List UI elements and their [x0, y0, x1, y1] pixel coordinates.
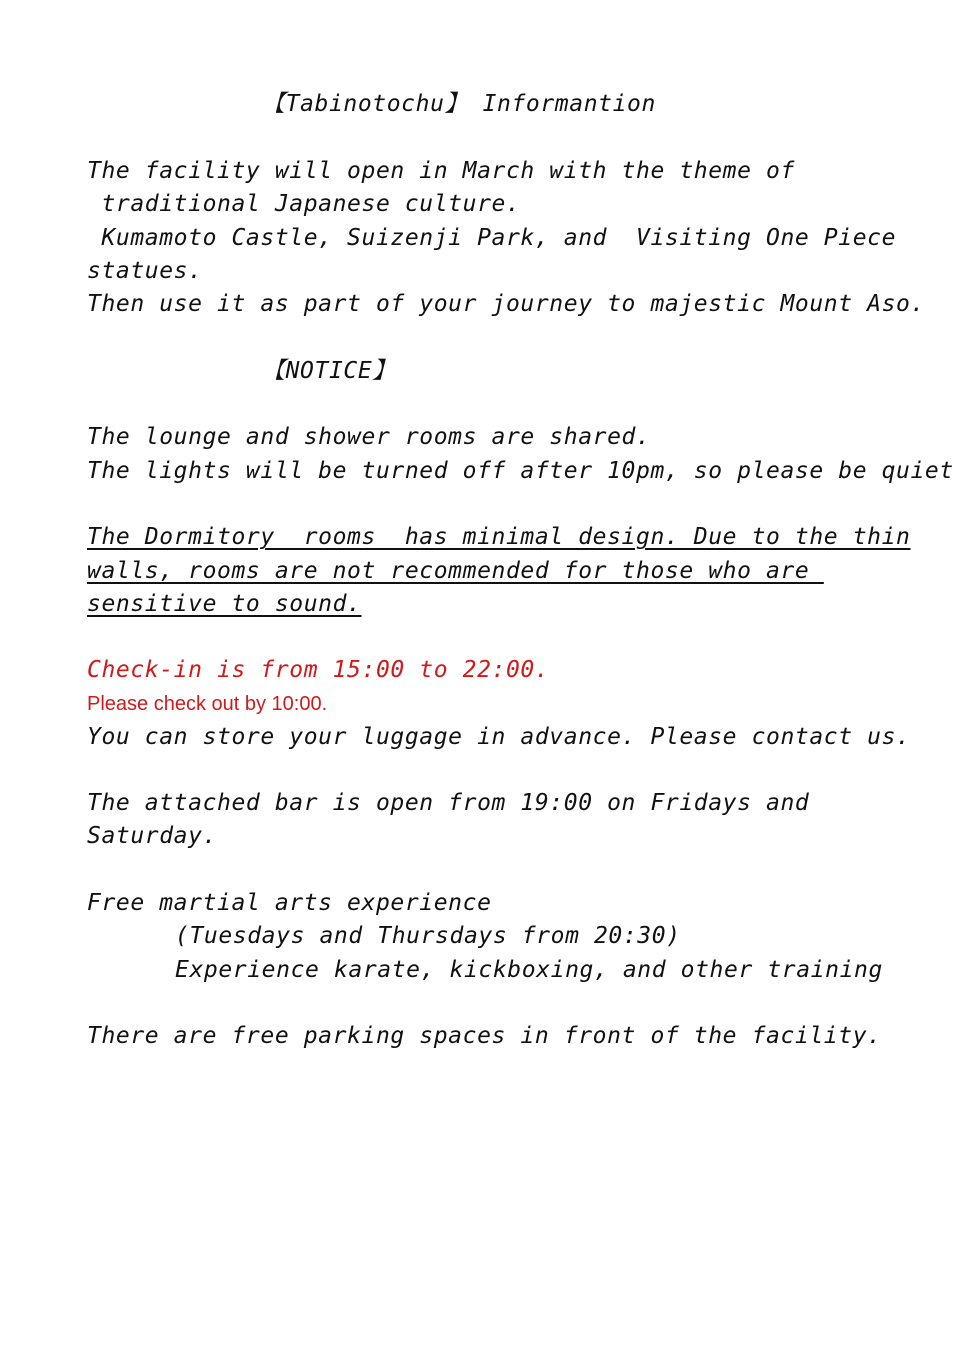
martial-arts-heading: Free martial arts experience — [87, 890, 492, 916]
shared-rooms-line: The lounge and shower rooms are shared. — [87, 424, 651, 450]
dormitory-line: walls, rooms are not recommended for those who are — [87, 558, 824, 584]
intro-line: The facility will open in March with the theme of — [87, 158, 795, 184]
intro-line: statues. — [87, 258, 203, 284]
dormitory-line: sensitive to sound. — [87, 591, 362, 617]
intro-line: Then use it as part of your journey to majestic Mount Aso. — [87, 291, 925, 317]
parking-line: There are free parking spaces in front of the facility. — [87, 1023, 882, 1049]
intro-line: traditional Japanese culture. — [87, 191, 521, 217]
bar-hours-line: Saturday. — [87, 823, 218, 849]
intro-line: Kumamoto Castle, Suizenji Park, and Visiting One Piece — [87, 225, 897, 251]
checkin-time: Check-in is from 15:00 to 22:00. — [87, 657, 550, 683]
dormitory-line: The Dormitory rooms has minimal design. Due to the thin — [87, 524, 911, 550]
checkout-time: Please check out by 10:00. — [87, 693, 328, 715]
bar-hours-line: The attached bar is open from 19:00 on Fridays and — [87, 790, 810, 816]
luggage-line: You can store your luggage in advance. Please contact us. — [87, 724, 911, 750]
notice-heading: 【NOTICE】 — [262, 358, 396, 384]
page-title: 【Tabinotochu】 Informantion — [262, 91, 656, 117]
martial-arts-description: Experience karate, kickboxing, and other training — [175, 957, 883, 983]
martial-arts-schedule: (Tuesdays and Thursdays from 20:30) — [175, 923, 681, 949]
lights-off-line: The lights will be turned off after 10pm, so please be quiet — [87, 458, 954, 484]
